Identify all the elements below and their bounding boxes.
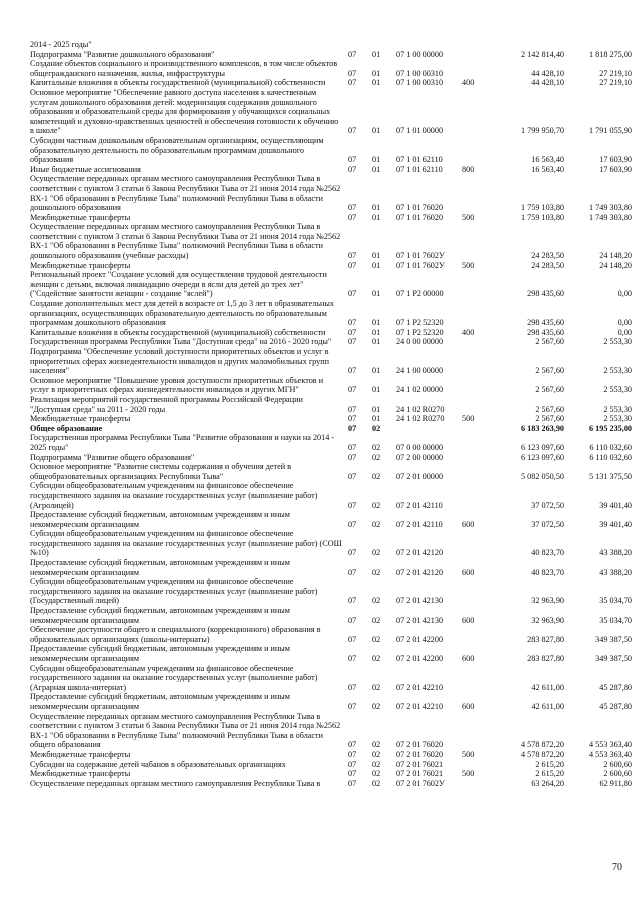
row-target-code: 07 2 01 76020	[396, 740, 444, 750]
row-section: 07	[348, 654, 357, 663]
row-section: 07	[348, 452, 357, 462]
table-row	[30, 769, 632, 779]
row-target-code: 24 1 02 R0270	[396, 414, 445, 424]
row-section: 07	[348, 423, 357, 433]
row-subsection: 02	[372, 519, 381, 529]
row-target-code: 07 1 01 76020	[396, 203, 444, 213]
table-row	[30, 327, 632, 338]
row-subsection: 01	[372, 289, 381, 299]
row-subsection: 01	[372, 203, 381, 213]
row-subsection: 02	[372, 615, 381, 625]
row-section: 07	[348, 749, 357, 759]
row-sum-2020: 6 183 263,90	[521, 423, 564, 433]
row-sum-2020: 6 123 097,60	[521, 452, 564, 462]
row-sum-2021: 2 600,60	[603, 769, 632, 779]
table-row	[30, 174, 632, 213]
row-section: 07	[348, 164, 357, 174]
row-name: Государственная программа Республики Тыва "Доступная среда" на 2016 - 2020 годы"	[30, 337, 332, 347]
row-subsection: 01	[372, 260, 381, 270]
table-row	[30, 481, 632, 510]
row-name: Создание дополнительных мест для детей в возрасте от 1,5 до 3 лет в образовательных организациях, осуществляющих образовательную деятельность по образовательным программам дошкольного образования	[30, 299, 334, 328]
table-row	[30, 164, 632, 175]
row-sum-2020: 2 567,60	[535, 337, 564, 347]
row-subsection: 02	[372, 634, 381, 644]
row-sum-2021: 4 553 363,40	[589, 740, 632, 750]
row-subsection: 01	[372, 155, 381, 165]
row-sum-2020: 4 578 872,20	[521, 749, 564, 759]
row-section: 07	[348, 759, 357, 769]
table-row	[30, 212, 632, 223]
row-section: 07	[348, 548, 357, 558]
row-sum-2021: 1 749 303,80	[589, 212, 632, 222]
row-subsection: 01	[372, 78, 381, 88]
table-row	[30, 135, 632, 165]
row-name: Реализация мероприятий государственной программы Российской Федерации "Доступная среда" на 2011 - 2020 годы	[30, 394, 303, 414]
budget-table	[30, 40, 632, 788]
row-sum-2021: 6 110 032,60	[589, 442, 632, 452]
row-expense-type: 500	[462, 260, 475, 270]
table-row	[30, 222, 632, 261]
row-target-code: 07 1 01 62110	[396, 155, 443, 165]
row-section: 07	[348, 212, 357, 222]
row-section: 07	[348, 778, 357, 788]
row-section: 07	[348, 404, 357, 414]
table-row	[30, 40, 622, 50]
row-subsection: 01	[372, 251, 381, 261]
table-row	[30, 78, 632, 88]
row-name: Подпрограмма "Развитие дошкольного образования"	[30, 49, 215, 59]
row-sum-2021: 39 401,40	[599, 500, 632, 510]
table-row	[30, 423, 632, 434]
row-target-code: 07 1 P2 52320	[396, 327, 444, 337]
row-target-code: 07 2 01 00000	[396, 471, 444, 481]
row-section: 07	[348, 414, 357, 424]
row-expense-type: 600	[462, 615, 475, 625]
row-sum-2020: 40 823,70	[531, 548, 564, 558]
row-sum-2021: 24 148,20	[599, 260, 632, 270]
table-row	[30, 644, 632, 663]
row-subsection: 01	[372, 212, 381, 222]
row-sum-2021: 2 553,30	[603, 337, 632, 347]
row-sum-2021: 35 034,70	[599, 615, 632, 625]
row-sum-2021: 0,00	[617, 289, 632, 299]
row-expense-type: 600	[462, 567, 475, 577]
row-target-code: 07 1 01 7602У	[396, 260, 445, 270]
row-sum-2020: 1 759 103,80	[521, 212, 564, 222]
row-sum-2020: 24 283,50	[531, 260, 564, 270]
row-target-code: 07 0 00 00000	[396, 442, 444, 452]
row-subsection: 02	[372, 769, 381, 779]
table-row	[30, 49, 632, 60]
row-subsection: 01	[372, 337, 381, 347]
row-section: 07	[348, 289, 357, 299]
row-name: 2014 - 2025 годы"	[30, 40, 92, 49]
row-subsection: 02	[372, 749, 381, 759]
table-row	[30, 510, 632, 529]
row-subsection: 01	[372, 49, 381, 59]
row-target-code: 07 2 01 42110	[396, 500, 443, 510]
row-sum-2021: 17 603,90	[599, 155, 632, 165]
row-sum-2020: 1 799 950,70	[521, 126, 564, 136]
row-sum-2020: 2 615,20	[535, 759, 564, 769]
table-row	[30, 375, 632, 395]
row-section: 07	[348, 615, 357, 625]
table-row	[30, 433, 632, 452]
row-expense-type: 800	[462, 164, 475, 174]
row-sum-2021: 349 387,50	[595, 654, 632, 663]
row-sum-2020: 2 567,60	[535, 414, 564, 424]
row-sum-2020: 2 615,20	[535, 769, 564, 779]
table-row	[30, 606, 632, 625]
row-target-code: 24 1 02 00000	[396, 385, 444, 395]
row-sum-2021: 45 287,80	[599, 682, 632, 692]
row-sum-2020: 40 823,70	[531, 567, 564, 577]
row-expense-type: 500	[462, 749, 475, 759]
table-row	[30, 558, 632, 577]
row-sum-2020: 283 827,80	[527, 654, 564, 663]
row-subsection: 01	[372, 414, 381, 424]
row-name: Основное мероприятие "Повышение уровня доступности приоритетных объектов и услуг в приоритетных сферах жизнедеятельности инвалидов и других МГН"	[30, 375, 324, 395]
row-sum-2021: 35 034,70	[599, 596, 632, 606]
row-subsection: 02	[372, 740, 381, 750]
row-target-code: 07 2 01 42210	[396, 682, 444, 692]
row-target-code: 07 1 P2 00000	[396, 289, 444, 299]
table-row	[30, 577, 632, 606]
table-row	[30, 778, 632, 789]
row-sum-2021: 2 553,30	[603, 385, 632, 395]
row-section: 07	[348, 327, 357, 337]
row-target-code: 07 2 01 42200	[396, 654, 444, 663]
row-sum-2020: 37 072,50	[531, 519, 564, 529]
row-subsection: 02	[372, 471, 381, 481]
row-target-code: 07 2 01 42120	[396, 567, 444, 577]
row-sum-2021: 1 818 275,00	[589, 49, 632, 59]
row-section: 07	[348, 318, 357, 328]
row-subsection: 02	[372, 423, 381, 433]
row-sum-2020: 42 611,00	[531, 682, 564, 692]
row-sum-2021: 45 287,80	[599, 701, 632, 711]
row-section: 07	[348, 740, 357, 750]
table-row	[30, 299, 632, 328]
row-name: Основное мероприятие "Развитие системы содержания и обучения детей в общеобразовательных организациях Республики Тыва"	[30, 462, 292, 481]
row-name: Подпрограмма "Обеспечение условий доступности приоритетных объектов и услуг в приоритетных сферах жизнедеятельности инвалидов и других маломобильных групп населения"	[30, 347, 330, 376]
row-sum-2021: 17 603,90	[599, 164, 632, 174]
row-subsection: 01	[372, 126, 381, 136]
row-name: Предоставление субсидий бюджетным, автономным учреждениям и иным некоммерческим организациям	[30, 644, 290, 663]
row-section: 07	[348, 251, 357, 261]
row-section: 07	[348, 366, 357, 376]
row-sum-2020: 32 963,90	[531, 615, 564, 625]
row-target-code: 07 2 01 76021	[396, 769, 444, 779]
row-sum-2020: 5 082 050,50	[521, 471, 564, 481]
row-expense-type: 600	[462, 519, 475, 529]
table-row	[30, 529, 632, 558]
row-sum-2021: 5 131 375,50	[589, 471, 632, 481]
row-sum-2021: 2 553,30	[603, 404, 632, 414]
row-name: Субсидии общеобразовательным учреждениям на финансовое обеспечение государственного задания на оказание государственных услуг (выполнение работ) (Агролицей)	[30, 481, 318, 510]
row-subsection: 01	[372, 366, 381, 376]
row-sum-2021: 349 387,50	[595, 634, 632, 644]
row-name: Субсидии частным дошкольным образовательным организациям, осуществляющим образовательную деятельность по образовательным программам дошкольного образования	[30, 135, 324, 165]
row-section: 07	[348, 567, 357, 577]
row-section: 07	[348, 769, 357, 779]
row-name: Осуществление переданных органам местного самоуправления Республики Тыва в	[30, 778, 321, 788]
table-row	[30, 87, 632, 136]
row-sum-2020: 298 435,60	[527, 289, 564, 299]
row-sum-2020: 298 435,60	[527, 318, 564, 328]
row-section: 07	[348, 49, 357, 59]
row-subsection: 02	[372, 778, 381, 788]
row-expense-type: 400	[462, 78, 475, 88]
row-sum-2021: 4 553 363,40	[589, 749, 632, 759]
row-name: Предоставление субсидий бюджетным, автономным учреждениям и иным некоммерческим организациям	[30, 558, 290, 577]
row-subsection: 01	[372, 404, 381, 414]
row-sum-2020: 32 963,90	[531, 596, 564, 606]
row-sum-2021: 6 195 235,00	[589, 423, 632, 433]
row-sum-2020: 2 142 814,40	[521, 49, 564, 59]
row-sum-2021: 27 219,10	[599, 78, 632, 88]
row-target-code: 24 1 00 00000	[396, 366, 444, 376]
row-name: Субсидии общеобразовательным учреждениям на финансовое обеспечение государственного задания на оказание государственных услуг (выполнение работ) (Государственный лицей)	[30, 577, 318, 606]
row-section: 07	[348, 442, 357, 452]
row-name: Государственная программа Республики Тыва "Развитие образования и науки на 2014 - 2025 годы"	[30, 433, 335, 452]
row-subsection: 01	[372, 164, 381, 174]
row-subsection: 02	[372, 548, 381, 558]
row-subsection: 02	[372, 452, 381, 462]
table-row	[30, 759, 632, 770]
row-subsection: 02	[372, 701, 381, 711]
table-row	[30, 394, 632, 414]
row-target-code: 07 2 01 42110	[396, 519, 443, 529]
row-name: Обеспечение доступности общего и специального (коррекционного) образования в образовательных организациях (школы-интернаты)	[30, 625, 321, 644]
row-target-code: 07 2 01 42130	[396, 596, 444, 606]
table-row	[30, 749, 632, 760]
row-name: Межбюджетные трансферты	[30, 749, 131, 759]
row-section: 07	[348, 500, 357, 510]
row-target-code: 07 1 01 7602У	[396, 251, 445, 261]
row-sum-2020: 4 578 872,20	[521, 740, 564, 750]
row-name: Предоставление субсидий бюджетным, автономным учреждениям и иным некоммерческим организациям	[30, 692, 290, 711]
row-subsection: 01	[372, 327, 381, 337]
row-section: 07	[348, 337, 357, 347]
table-row	[30, 347, 632, 376]
table-row	[30, 59, 632, 78]
row-name: Осуществление переданных органам местного самоуправления Республики Тыва в соответствии с пунктом 3 статьи 6 Закона Республики Тыва от 21 июня 2014 года №2562 ВХ-1 "Об образовании в Республике Тыва" полномочий Республики Тыва в области дошкольного образования	[30, 174, 341, 213]
row-sum-2021: 6 110 032,60	[589, 452, 632, 462]
row-name: Основное мероприятие "Обеспечение равного доступа населения к качественным услугам дошкольного образования детей: модернизация содержания дошкольного образования и образовательной среды для формирования у обучающихся социальных компетенций и духовно-нравственных ценностей и обеспечения готовности к обучению в школе"	[30, 87, 339, 136]
row-subsection: 02	[372, 654, 381, 663]
row-target-code: 07 1 00 00310	[396, 78, 444, 88]
row-sum-2020: 16 563,40	[531, 155, 564, 165]
row-expense-type: 400	[462, 327, 475, 337]
row-sum-2021: 0,00	[617, 318, 632, 328]
table-row	[30, 462, 632, 481]
row-subsection: 02	[372, 442, 381, 452]
row-sum-2020: 44 428,10	[531, 68, 564, 78]
table-row	[30, 692, 632, 711]
row-sum-2020: 283 827,80	[527, 634, 564, 644]
row-sum-2021: 39 401,40	[599, 519, 632, 529]
row-sum-2021: 1 791 055,90	[589, 126, 632, 136]
row-name: Межбюджетные трансферты	[30, 769, 131, 779]
row-sum-2021: 0,00	[617, 327, 632, 337]
row-section: 07	[348, 701, 357, 711]
row-name: Предоставление субсидий бюджетным, автономным учреждениям и иным некоммерческим организациям	[30, 606, 290, 625]
table-row	[30, 337, 632, 347]
row-sum-2020: 42 611,00	[531, 701, 564, 711]
row-section: 07	[348, 634, 357, 644]
row-name: Субсидии общеобразовательным учреждениям на финансовое обеспечение государственного задания на оказание государственных услуг (выполнение работ) (СОШ №10)	[30, 529, 342, 558]
table-row	[30, 414, 632, 424]
row-sum-2020: 2 567,60	[535, 366, 564, 376]
row-target-code: 07 2 01 42210	[396, 701, 444, 711]
row-target-code: 07 2 01 76020	[396, 749, 444, 759]
row-name: Межбюджетные трансферты	[30, 212, 131, 222]
row-sum-2020: 16 563,40	[531, 164, 564, 174]
row-sum-2020: 44 428,10	[531, 78, 564, 88]
row-section: 07	[348, 471, 357, 481]
row-sum-2020: 63 264,20	[531, 778, 564, 788]
row-name: Осуществление переданных органам местного самоуправления Республики Тыва в соответствии с пунктом 3 статьи 6 Закона Республики Тыва от 21 июня 2014 года №2562 ВХ-1 "Об образовании в Республике Тыва" полномочий Республики Тыва в области дошкольного образования (учебные расходы)	[30, 222, 341, 261]
table-row	[30, 270, 632, 299]
row-subsection: 02	[372, 759, 381, 769]
row-name: Иные бюджетные ассигнования	[30, 164, 141, 174]
row-sum-2020: 1 759 103,80	[521, 203, 564, 213]
row-sum-2021: 27 219,10	[599, 68, 632, 78]
row-section: 07	[348, 385, 357, 395]
row-target-code: 24 0 00 00000	[396, 337, 444, 347]
row-subsection: 01	[372, 318, 381, 328]
table-row	[30, 711, 632, 750]
table-row	[30, 663, 632, 693]
row-name: Подпрограмма "Развитие общего образования"	[30, 452, 195, 462]
row-name: Межбюджетные трансферты	[30, 414, 131, 424]
row-target-code: 07 1 01 00000	[396, 126, 444, 136]
page-number: 70	[612, 862, 622, 873]
row-sum-2021: 62 911,80	[599, 778, 632, 788]
row-name: Капитальные вложения в объекты государственной (муниципальной) собственности	[30, 327, 326, 337]
row-sum-2021: 1 749 303,80	[589, 203, 632, 213]
row-sum-2020: 37 072,50	[531, 500, 564, 510]
row-name: Субсидии общеобразовательным учреждениям на финансовое обеспечение государственного задания на оказание государственных услуг (выполнение работ) (Аграрная школа-интернат)	[30, 663, 318, 692]
row-subsection: 02	[372, 567, 381, 577]
row-expense-type: 500	[462, 769, 475, 779]
row-name: Предоставление субсидий бюджетным, автономным учреждениям и иным некоммерческим организациям	[30, 510, 290, 529]
row-sum-2020: 24 283,50	[531, 251, 564, 261]
row-target-code: 07 1 00 00310	[396, 68, 444, 78]
row-target-code: 07 2 01 42130	[396, 615, 444, 625]
row-section: 07	[348, 203, 357, 213]
row-target-code: 07 1 01 76020	[396, 212, 444, 222]
row-sum-2021: 43 388,20	[599, 548, 632, 558]
row-sum-2020: 2 567,60	[535, 385, 564, 395]
row-name: Капитальные вложения в объекты государственной (муниципальной) собственности	[30, 78, 326, 88]
row-sum-2021: 2 553,30	[603, 366, 632, 376]
row-sum-2021: 24 148,20	[599, 251, 632, 261]
row-sum-2020: 6 123 097,60	[521, 442, 564, 452]
row-subsection: 02	[372, 500, 381, 510]
row-sum-2021: 43 388,20	[599, 567, 632, 577]
row-target-code: 07 2 01 76021	[396, 759, 444, 769]
row-target-code: 07 2 01 7602У	[396, 778, 445, 788]
row-name: Региональный проект "Создание условий для осуществления трудовой деятельности женщин с детьми, включая ликвидацию очереди в ясли для детей до трех лет" ("Содействие занятости женщин - создание "яслей")	[30, 270, 327, 299]
row-expense-type: 600	[462, 701, 475, 711]
row-sum-2021: 2 553,30	[603, 414, 632, 424]
row-name: Осуществление переданных органам местного самоуправления Республики Тыва в соответствии с пунктом 3 статьи 6 Закона Республики Тыва от 21 июня 2014 года №2562 ВХ-1 "Об образовании в Республике Тыва" полномочий Республики Тыва в области общего образования	[30, 711, 341, 750]
row-subsection: 01	[372, 68, 381, 78]
row-expense-type: 500	[462, 414, 475, 424]
row-section: 07	[348, 682, 357, 692]
table-row	[30, 625, 632, 644]
row-name: Общее образование	[30, 423, 103, 433]
row-expense-type: 600	[462, 654, 475, 663]
row-name: Создание объектов социального и производственного комплексов, в том числе объектов общегражданского назначения, жилья, инфраструктуры	[30, 59, 338, 78]
row-section: 07	[348, 596, 357, 606]
row-section: 07	[348, 126, 357, 136]
row-target-code: 07 1 01 62110	[396, 164, 443, 174]
table-row	[30, 452, 632, 463]
row-section: 07	[348, 68, 357, 78]
row-target-code: 24 1 02 R0270	[396, 404, 445, 414]
row-section: 07	[348, 519, 357, 529]
row-target-code: 07 2 00 00000	[396, 452, 444, 462]
row-subsection: 02	[372, 682, 381, 692]
row-section: 07	[348, 155, 357, 165]
row-subsection: 02	[372, 596, 381, 606]
row-sum-2020: 298 435,60	[527, 327, 564, 337]
row-section: 07	[348, 78, 357, 88]
row-subsection: 01	[372, 385, 381, 395]
row-sum-2020: 2 567,60	[535, 404, 564, 414]
row-section: 07	[348, 260, 357, 270]
row-sum-2021: 2 600,60	[603, 759, 632, 769]
table-row	[30, 260, 632, 271]
row-name: Субсидии на содержание детей чабанов в образовательных организациях	[30, 759, 286, 769]
row-expense-type: 500	[462, 212, 475, 222]
row-target-code: 07 1 P2 52320	[396, 318, 444, 328]
row-target-code: 07 2 01 42200	[396, 634, 444, 644]
row-name: Межбюджетные трансферты	[30, 260, 131, 270]
row-target-code: 07 2 01 42120	[396, 548, 444, 558]
row-target-code: 07 1 00 00000	[396, 49, 444, 59]
